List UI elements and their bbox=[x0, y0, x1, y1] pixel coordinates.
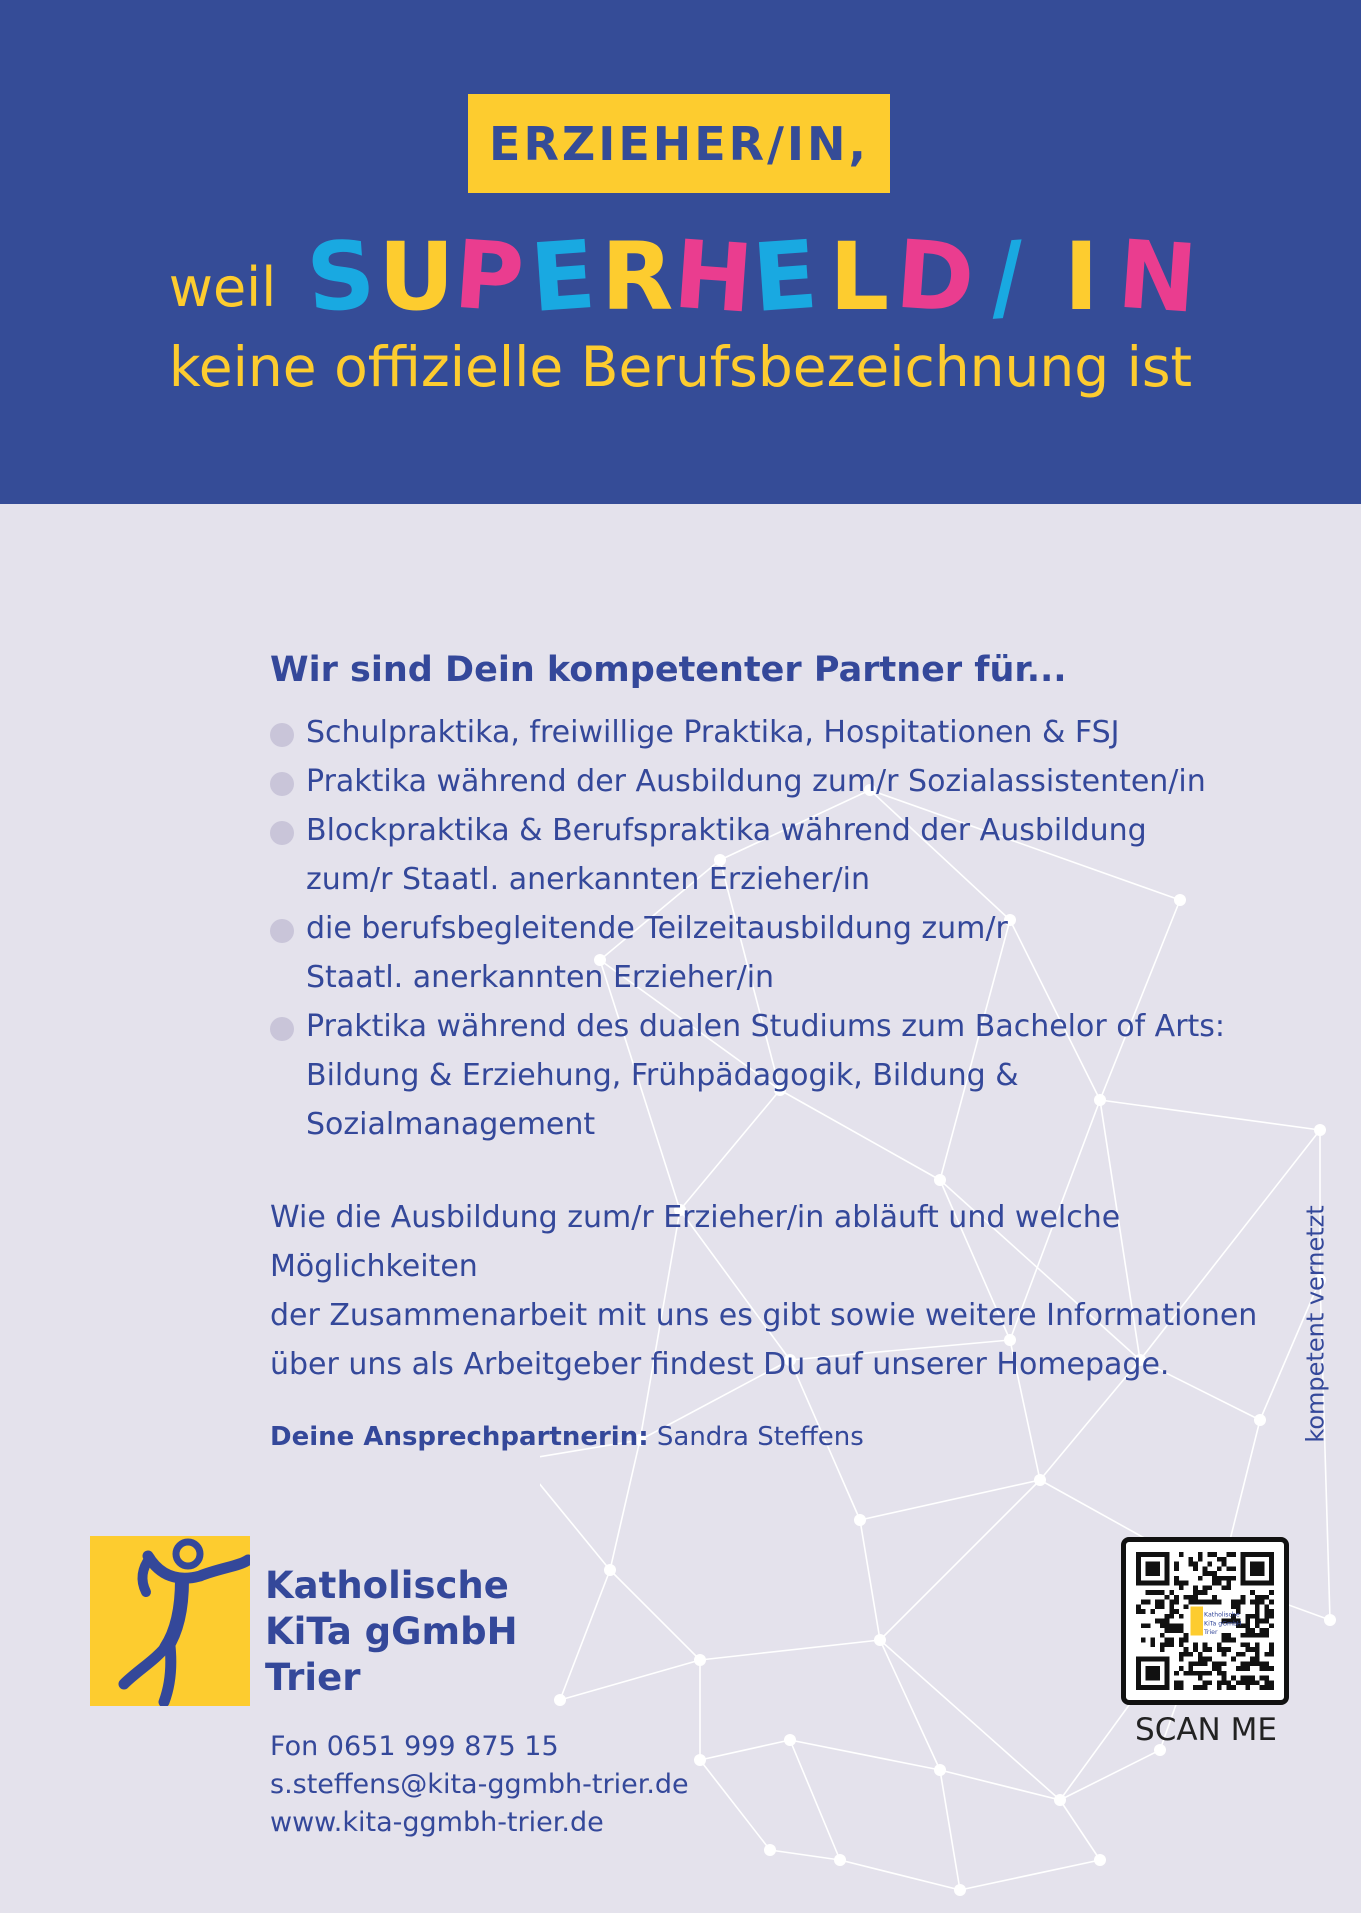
paragraph-line: Wie die Ausbildung zum/r Erzieher/in abläuft und welche Möglichkeiten bbox=[270, 1200, 1121, 1284]
network-node bbox=[934, 1764, 946, 1776]
network-node bbox=[1324, 1614, 1336, 1626]
bullet-icon bbox=[270, 821, 294, 845]
network-line bbox=[880, 1480, 1040, 1640]
network-line bbox=[560, 1660, 700, 1700]
qr-center-logo-text: Katholische bbox=[1204, 1611, 1240, 1619]
scan-me-label: SCAN ME bbox=[1135, 1712, 1277, 1748]
network-line bbox=[790, 1740, 940, 1770]
hero-letter: D bbox=[892, 220, 978, 335]
hero-letter: / bbox=[986, 221, 1029, 333]
list-item-text: Praktika während der Ausbildung zum/r Sozialassistenten/in bbox=[306, 764, 1206, 799]
network-line bbox=[770, 1850, 840, 1860]
partner-list bbox=[270, 708, 1310, 1149]
network-node bbox=[954, 1884, 966, 1896]
network-node bbox=[694, 1754, 706, 1766]
network-node bbox=[1314, 1124, 1326, 1136]
organization-name-line: KiTa gGmbH bbox=[265, 1610, 518, 1653]
list-item-text: die berufsbegleitende Teilzeitausbildung zum/r bbox=[306, 911, 1008, 946]
main-content bbox=[270, 650, 1310, 1452]
bullet-icon bbox=[270, 919, 294, 943]
network-line bbox=[840, 1860, 960, 1890]
hero-letter: R bbox=[601, 222, 674, 332]
organization-name bbox=[265, 1563, 518, 1701]
list-item bbox=[270, 1002, 1310, 1149]
network-node bbox=[694, 1654, 706, 1666]
network-node bbox=[854, 1514, 866, 1526]
phone-number: Fon 0651 999 875 15 bbox=[270, 1731, 559, 1762]
side-tagline-text: kompetent vernetzt bbox=[1302, 1205, 1330, 1443]
list-item bbox=[270, 708, 1310, 757]
network-line bbox=[610, 1440, 640, 1570]
organization-name-line: Katholische bbox=[265, 1564, 509, 1607]
hero-letter: S bbox=[303, 220, 379, 334]
side-tagline bbox=[1296, 1205, 1336, 1443]
organization-name-line: Trier bbox=[265, 1656, 361, 1699]
bullet-icon bbox=[270, 723, 294, 747]
paragraph-line: der Zusammenarbeit mit uns es gibt sowie weitere Informationen bbox=[270, 1298, 1258, 1333]
qr-center-logo-text: Trier bbox=[1204, 1628, 1218, 1636]
hero-letter: L bbox=[829, 222, 890, 332]
child-figure-icon bbox=[90, 1536, 250, 1706]
hero-letter: H bbox=[670, 220, 757, 335]
footer-contact bbox=[270, 1728, 689, 1842]
hero-word-superheld bbox=[303, 220, 1201, 335]
qr-center-logo-text: KiTa gGmbH bbox=[1204, 1620, 1242, 1628]
list-item-text: Schulpraktika, freiwillige Praktika, Hospitationen & FSJ bbox=[306, 715, 1120, 750]
network-line bbox=[700, 1640, 880, 1660]
header-banner bbox=[0, 0, 1361, 504]
headline-badge-text: ERZIEHER/IN, bbox=[489, 116, 869, 171]
qr-center-logo bbox=[1191, 1607, 1203, 1636]
list-item bbox=[270, 904, 1310, 1002]
qr-code-icon bbox=[1136, 1552, 1274, 1690]
network-node bbox=[1034, 1474, 1046, 1486]
hero-line bbox=[0, 220, 1361, 335]
bullet-icon bbox=[270, 772, 294, 796]
headline-badge bbox=[468, 94, 890, 193]
network-node bbox=[834, 1854, 846, 1866]
hero-letter: P bbox=[451, 220, 528, 334]
network-node bbox=[764, 1844, 776, 1856]
hero-letter: E bbox=[749, 220, 822, 334]
hero-letter: N bbox=[1114, 220, 1201, 335]
hero-letter: I bbox=[1063, 222, 1099, 332]
network-line bbox=[560, 1570, 610, 1700]
network-line bbox=[1060, 1750, 1160, 1800]
list-item bbox=[270, 757, 1310, 806]
contact-name: Sandra Steffens bbox=[656, 1422, 864, 1452]
network-line bbox=[940, 1770, 960, 1890]
network-line bbox=[860, 1520, 880, 1640]
network-line bbox=[610, 1570, 700, 1660]
contact-person bbox=[270, 1422, 1310, 1452]
info-paragraph bbox=[270, 1193, 1280, 1389]
list-item-text-continued: Bildung & Erziehung, Frühpädagogik, Bildung & Sozialmanagement bbox=[306, 1058, 1019, 1142]
list-item-text: Praktika während des dualen Studiums zum Bachelor of Arts: bbox=[306, 1009, 1226, 1044]
network-line bbox=[860, 1480, 1040, 1520]
network-line bbox=[880, 1640, 1060, 1800]
network-line bbox=[700, 1740, 790, 1760]
network-line bbox=[1060, 1800, 1100, 1860]
email-link[interactable]: s.steffens@kita-ggmbh-trier.de bbox=[270, 1769, 689, 1800]
partner-heading: Wir sind Dein kompetenter Partner für... bbox=[270, 650, 1067, 690]
list-item-text: Blockpraktika & Berufspraktika während der Ausbildung bbox=[306, 813, 1147, 848]
website-link[interactable]: www.kita-ggmbh-trier.de bbox=[270, 1807, 604, 1838]
contact-label: Deine Ansprechpartnerin: bbox=[270, 1422, 649, 1452]
list-item bbox=[270, 806, 1310, 904]
qr-code[interactable] bbox=[1121, 1537, 1289, 1705]
list-item-text-continued: Staatl. anerkannten Erzieher/in bbox=[306, 960, 775, 995]
kita-logo bbox=[90, 1536, 250, 1706]
network-node bbox=[1054, 1794, 1066, 1806]
paragraph-line: über uns als Arbeitgeber findest Du auf unserer Homepage. bbox=[270, 1347, 1170, 1382]
network-node bbox=[554, 1694, 566, 1706]
hero-letter: U bbox=[378, 222, 455, 332]
network-node bbox=[874, 1634, 886, 1646]
hero-letter: E bbox=[527, 220, 600, 334]
network-node bbox=[604, 1564, 616, 1576]
network-line bbox=[880, 1640, 940, 1770]
list-item-text-continued: zum/r Staatl. anerkannten Erzieher/in bbox=[306, 862, 871, 897]
network-node bbox=[784, 1734, 796, 1746]
network-line bbox=[790, 1740, 840, 1860]
hero-subline: keine offizielle Berufsbezeichnung ist bbox=[168, 335, 1193, 399]
network-line bbox=[960, 1860, 1100, 1890]
bullet-icon bbox=[270, 1017, 294, 1041]
network-node bbox=[1094, 1854, 1106, 1866]
network-line bbox=[540, 1460, 610, 1570]
network-line bbox=[700, 1760, 770, 1850]
hero-prefix: weil bbox=[168, 255, 277, 319]
